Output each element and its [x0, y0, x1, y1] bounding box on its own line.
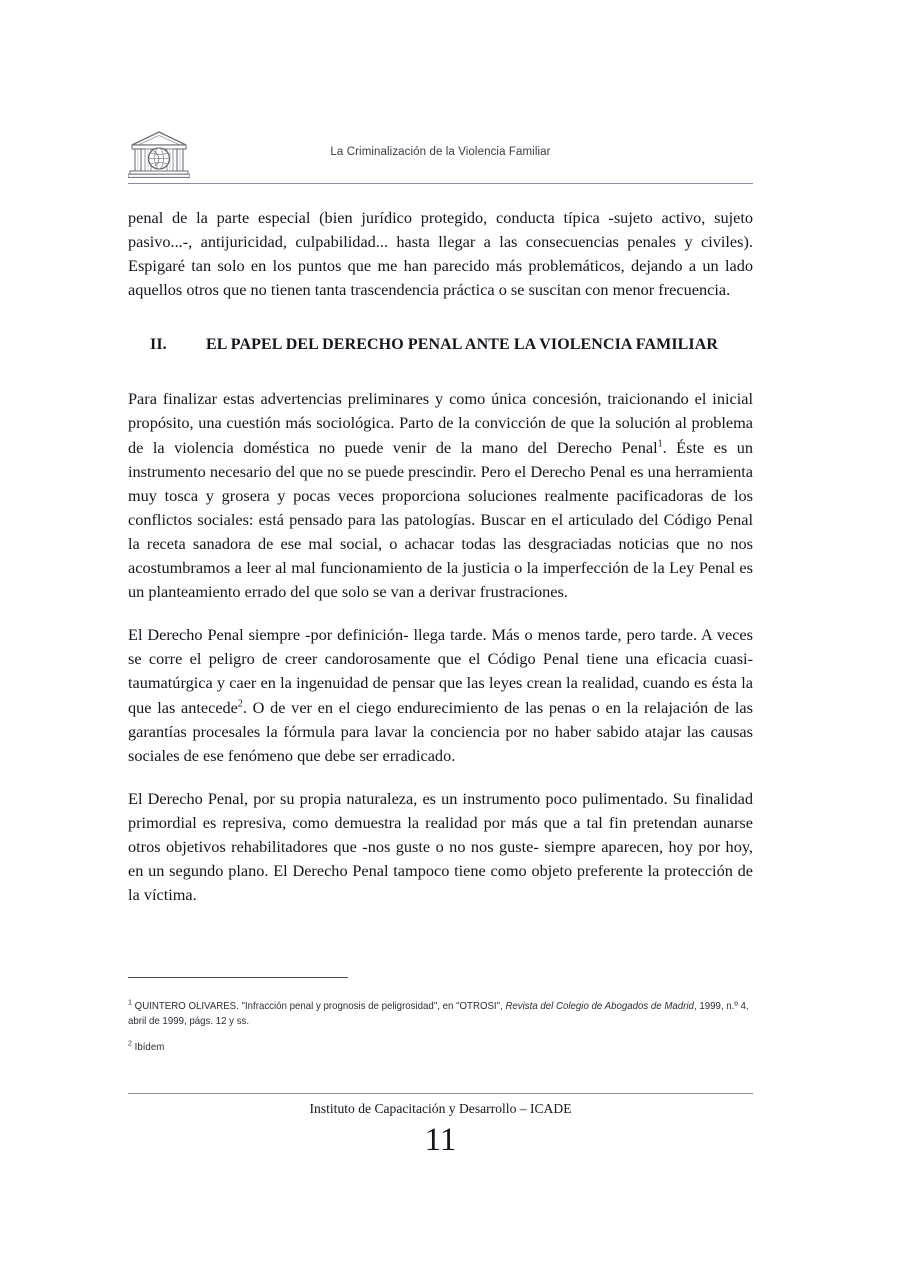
- footnote-ref-1[interactable]: 1: [657, 438, 663, 450]
- paragraph-4: El Derecho Penal, por su propia naturaleza, es un instrumento poco pulimentado. Su finalidad primordial es represiva, como demuestra la realidad por más que a tal fin pretendan aunarse otros objetivos rehabilitadores que -nos guste o no nos guste- siempre aparecen, hoy por hoy, en un segundo plano. El Derecho Penal tampoco tiene como objeto preferente la protección de la víctima.: [128, 788, 753, 905]
- paragraph-2: [128, 387, 753, 604]
- footnote-2-text-a: Ibídem: [131, 1041, 165, 1053]
- paragraph-2-text-a: Para finalizar estas advertencias preliminares y como única concesión, traicionando el inicial propósito, una cuestión más sociológica. Parto de la convicción de que la solución al problema de la violencia doméstica no puede venir de la mano del Derecho Penal: [128, 389, 753, 457]
- header-divider: [128, 183, 753, 184]
- paragraph-2-text-b: . Éste es un instrumento necesario del que no se puede prescindir. Pero el Derecho Penal es una herramienta muy tosca y grosera y pocas veces proporciona soluciones realmente pacificadoras de los conflictos sociales: está pensado para las patologías. Buscar en el articulado del Código Penal la receta sanadora de ese mal social, o achacar todas las desgraciadas noticias que no nos acostumbramos a leer al mal funcionamiento de la justicia o la imperfección de la Ley Penal es un planteamiento errado del que solo se van a derivar frustraciones.: [128, 437, 753, 602]
- paragraph-continuation: penal de la parte especial (bien jurídico protegido, conducta típica -sujeto activo, sujeto pasivo...-, antijuricidad, culpabilidad... hasta llegar a las consecuencias penales y civiles). Espigaré tan solo en los puntos que me han parecido más problemáticos, dejando a un lado aquellos otros que no tienen tanta trascendencia práctica o se suscitan con menor frecuencia.: [128, 208, 753, 300]
- section-heading-title: EL PAPEL DEL DERECHO PENAL ANTE LA VIOLENCIA FAMILIAR: [206, 336, 719, 354]
- document-body: [128, 206, 753, 907]
- footer-divider: [128, 1093, 753, 1094]
- footnote-2-marker: 2: [128, 1038, 132, 1048]
- footnotes-section: [128, 999, 755, 1055]
- footnote-1: [128, 999, 753, 1030]
- section-heading: [128, 336, 753, 354]
- spacer-after-heading: [128, 373, 753, 387]
- footnote-ref-2[interactable]: 2: [237, 698, 243, 710]
- footnote-1-text-b: , 1999, n.º 4, abril de 1999, págs. 12 y ss.: [128, 1001, 749, 1028]
- section-heading-number: II.: [150, 336, 167, 354]
- footer-institution: Instituto de Capacitación y Desarrollo – ICADE: [309, 1101, 572, 1116]
- footnote-1-italic: Revista del Colegio de Abogados de Madrid: [505, 1001, 694, 1012]
- header-title: La Criminalización de la Violencia Familiar: [330, 146, 551, 158]
- page-header: [128, 128, 753, 184]
- footnote-1-text-a: QUINTERO OLIVARES. "Infracción penal y prognosis de peligrosidad", en "OTROSI",: [131, 1001, 506, 1012]
- footnote-1-marker: 1: [128, 997, 132, 1007]
- paragraph-3-text-a: El Derecho Penal siempre -por definición- llega tarde. Más o menos tarde, pero tarde. A veces se corre el peligro de creer candorosamente que el Código Penal tiene una eficacia cuasi-taumatúrgica y caer en la ingenuidad de pensar que las leyes crean la realidad, cuando es ésta la que las antecede: [128, 625, 753, 717]
- paragraph-3: [128, 623, 753, 768]
- spacer-before-heading: [128, 321, 753, 336]
- footnote-2: [128, 1040, 753, 1055]
- page-number: 11: [424, 1122, 457, 1158]
- footnote-separator: [128, 977, 348, 978]
- paragraph-3-text-b: . O de ver en el ciego endurecimiento de las penas o en la relajación de las garantías procesales la fórmula para lavar la conciencia por no haber sabido atajar las causas sociales de ese fenómeno que debe ser erradicado.: [128, 697, 753, 765]
